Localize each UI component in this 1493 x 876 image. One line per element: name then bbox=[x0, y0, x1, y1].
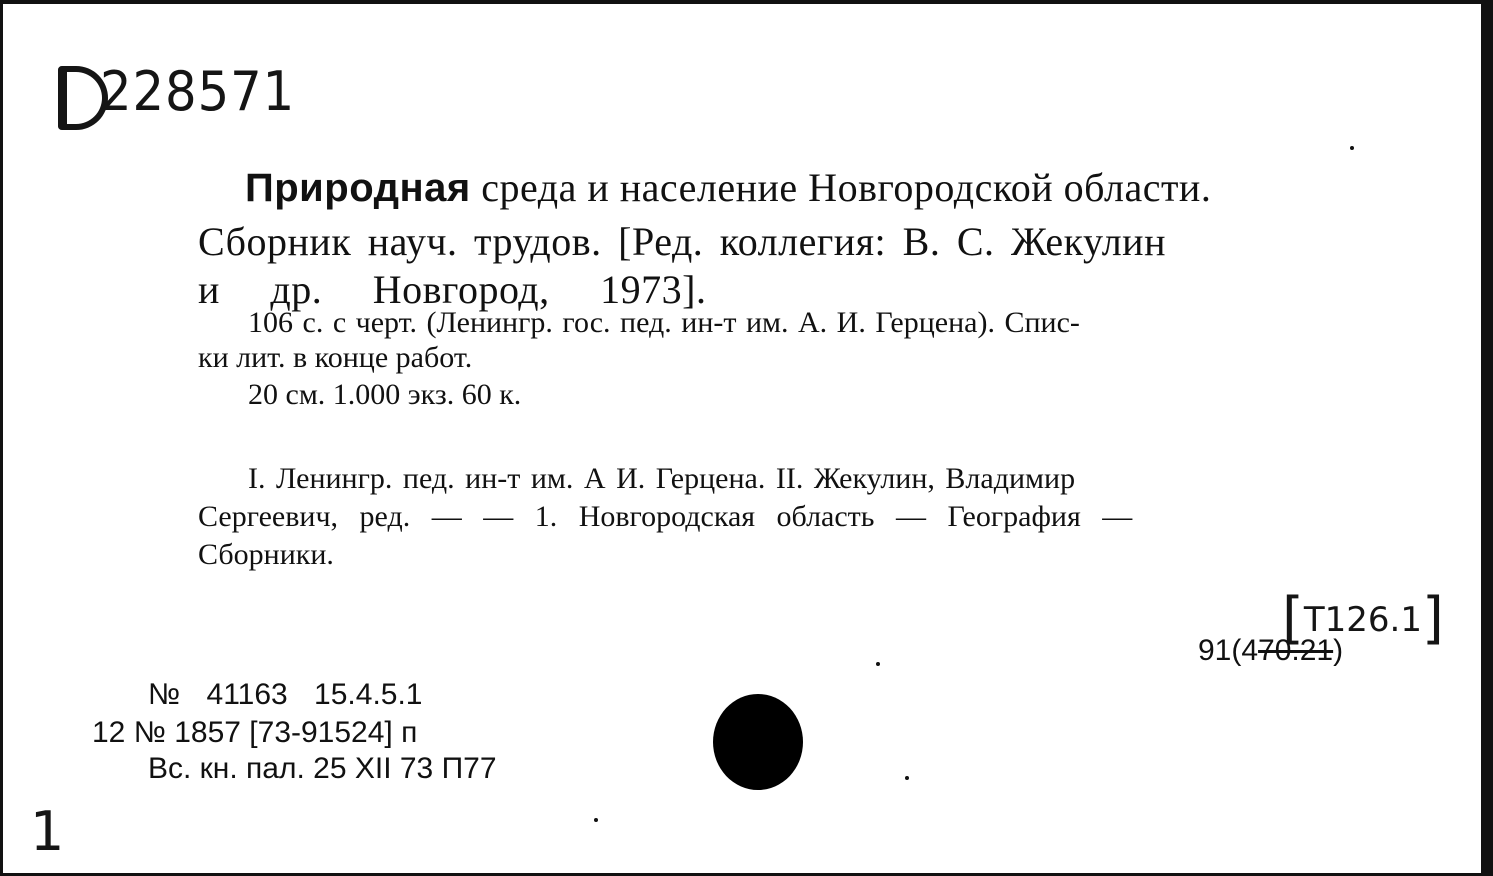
classification-index bbox=[1198, 634, 1343, 668]
speck bbox=[594, 818, 598, 822]
punch-hole bbox=[713, 694, 803, 790]
subject-line-1: I. Ленингр. пед. ин-т им. А И. Герцена. II. Жекулин, Владимир bbox=[248, 462, 1076, 495]
scan-border-top bbox=[0, 0, 1493, 4]
classification-struck: 70.21 bbox=[1258, 634, 1334, 667]
handwritten-corner-number: 1 bbox=[30, 800, 65, 863]
speck bbox=[1350, 146, 1354, 150]
registry-line-3: Вс. кн. пал. 25 XII 73 П77 bbox=[148, 752, 497, 785]
classification-suffix: ) bbox=[1333, 634, 1344, 667]
title-line-3: и др. Новгород, 1973]. bbox=[198, 267, 707, 312]
registry-line-2: 12 № 1857 [73-91524] п bbox=[92, 716, 418, 749]
handwritten-catalog-number: 228571 bbox=[100, 60, 296, 123]
scan-border-left bbox=[0, 0, 3, 876]
title-bold-word: Природная bbox=[245, 166, 471, 210]
title-line-2: Сборник науч. трудов. [Ред. коллегия: В. С. Жекулин bbox=[198, 219, 1166, 264]
scan-border-right bbox=[1481, 0, 1493, 876]
classification-prefix: 91(4 bbox=[1198, 634, 1259, 667]
description-line-1: 106 с. с черт. (Ленингр. гос. пед. ин-т им. А. И. Герцена). Спис- bbox=[248, 306, 1080, 339]
handwritten-shelf-note-text: T126.1 bbox=[1303, 600, 1422, 640]
subject-line-3: Сборники. bbox=[198, 538, 334, 571]
description-line-2: ки лит. в конце работ. bbox=[198, 341, 473, 374]
speck bbox=[876, 662, 880, 666]
handwritten-shelf-note: [T126.1] bbox=[1282, 586, 1444, 651]
title-line-1-rest: среда и население Новгородской области. bbox=[481, 165, 1212, 210]
subject-line-2: Сергеевич, ред. — — 1. Новгородская область — География — bbox=[198, 500, 1133, 533]
registry-line-1: № 41163 15.4.5.1 bbox=[148, 678, 423, 711]
speck bbox=[905, 776, 909, 780]
title-line-1 bbox=[245, 164, 1211, 211]
description-line-3: 20 см. 1.000 экз. 60 к. bbox=[248, 378, 522, 411]
